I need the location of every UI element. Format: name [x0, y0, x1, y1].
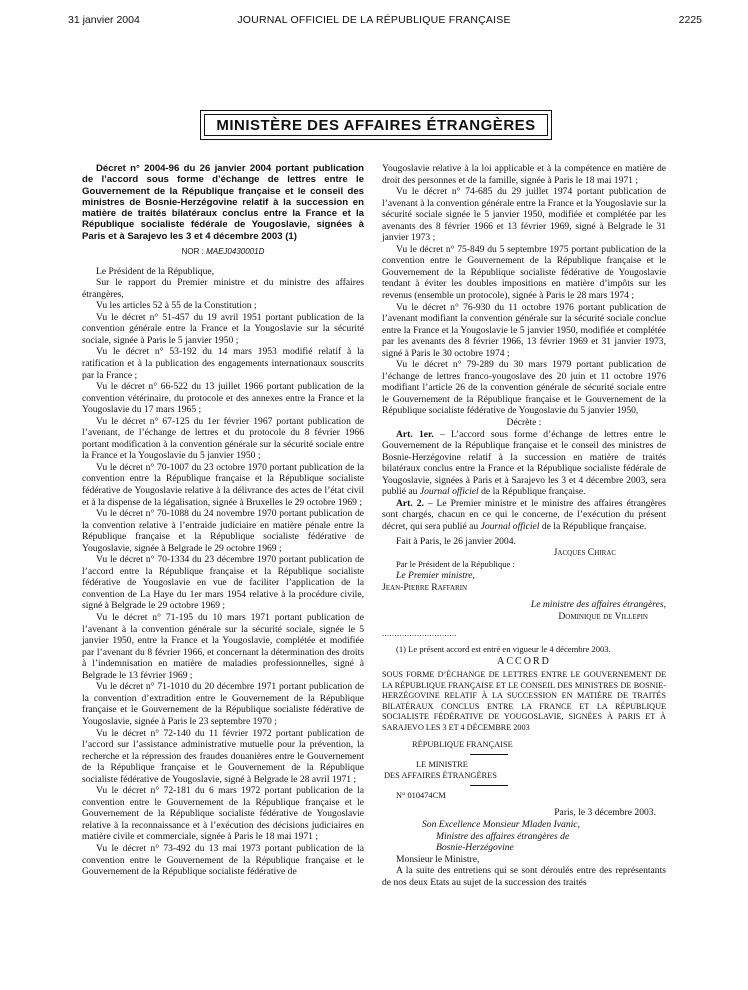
divider: [470, 754, 508, 755]
pm-name: Jean-Pierre Raffarin: [382, 581, 468, 593]
letter-start: A la suite des entretiens qui se sont déroulés entre des représentants de nos deux Etats au sujet de la succession des traités: [382, 865, 666, 888]
des-affaires-etrangeres: DES AFFAIRES ÉTRANGÈRES: [384, 771, 497, 781]
right-paragraph: Yougoslavie relative à la loi applicable et à la compétence en matière de droit des personnes et de la famille, signée à Paris le 18 mai 1971 ;: [382, 163, 666, 186]
right-paragraph: Vu le décret n° 74-685 du 29 juillet 1974 portant publication de l’avenant à la convention générale entre la France et la Yougoslavie sur la sécurité sociale signée le 5 janvier 1950, modifiée et complétée par les avenants des 8 février 1966 et 13 février 1969, signé à Belgrade le 31 janvier 1973 ;: [382, 186, 666, 244]
left-paragraph: Vu le décret n° 73-492 du 13 mai 1973 portant publication de la convention entre le Gouvernement de la République française et le Gouvernement de la République socialiste fédérative de: [82, 842, 364, 878]
ministry-box: [200, 110, 552, 140]
ministry-title: MINISTÈRE DES AFFAIRES ÉTRANGÈRES: [204, 114, 548, 136]
left-paragraph: Vu le décret n° 67-125 du 1er février 1967 portant publication de l’avenant, de l’échange de lettres et du protocole du 8 février 1966 portant modification à la convention générale sur la sécurité sociale entre la France et la Yougoslavie du 5 janvier 1950 ;: [82, 415, 364, 462]
left-paragraph: Le Président de la République,: [96, 265, 215, 277]
left-paragraph: Vu le décret n° 71-1010 du 20 décembre 1971 portant publication de la convention d’extradition entre le Gouvernement de la République française et le Gouvernement de la République socialiste fédérative de Yougoslavie, signée à Paris le 23 septembre 1970 ;: [82, 681, 364, 727]
footnote: (1) Le présent accord est entré en vigueur le 4 décembre 2003.: [396, 643, 611, 654]
left-paragraph: Sur le rapport du Premier ministre et du ministre des affaires étrangères,: [82, 277, 364, 300]
nor-reference: [82, 246, 364, 258]
left-paragraph: Vu le décret n° 72-140 du 11 février 1972 portant publication de l’accord sur l’assistance administrative mutuelle pour la prévention, la recherche et la répression des fraudes douanières entre le Gouvernement de la République française et le Gouvernement de la République socialiste fédérative de Yougoslavie, signé à Belgrade le 28 avril 1971 ;: [82, 727, 364, 785]
reference-number: N° 010474CM: [396, 791, 446, 801]
by-the-president: Par le Président de la République :: [396, 558, 515, 569]
mae-name: Dominique de Villepin: [558, 610, 648, 622]
accord-heading: ACCORD: [497, 656, 551, 668]
le-ministre: LE MINISTRE: [416, 760, 468, 770]
right-paragraph: Vu le décret n° 75-849 du 5 septembre 1975 portant publication de la convention entre le Gouvernement de la République française et le Gouvernement de la République socialiste fédérative de Yougoslavie tendant à éviter les doubles impositions en matière d’impôts sur les revenus (ensemble un protocole), signée à Paris le 28 mars 1974 ;: [382, 243, 666, 302]
left-paragraph: Vu les articles 52 à 55 de la Constitution ;: [96, 300, 257, 312]
left-paragraph: Vu le décret n° 70-1334 du 23 décembre 1970 portant publication de l’accord entre la République française et la République socialiste fédérative de Yougoslavie en vue de faciliter l’application de la convention de La Haye du 1er mars 1954 relative à la procédure civile, signé à Belgrade le 29 octobre 1969 ;: [82, 554, 364, 612]
decree-title: Décret n° 2004-96 du 26 janvier 2004 portant publication de l’accord sous forme d’échange de lettres entre le Gouvernement de la République française et le conseil des ministres de Bosnie-Herzégovine relatif à la succession en matière de traités bilatéraux conclus entre la France et la République socialiste fédérale de Yougoslavie, signées à Paris et à Sarajevo les 3 et 4 décembre 2003 (1): [82, 163, 364, 242]
left-paragraph: Vu le décret n° 70-1088 du 24 novembre 1970 portant publication de la convention relative à l’entraide judiciaire en matière pénale entre la République française et la République socialiste fédérative de Yougoslavie, signée à Belgrade le 29 octobre 1969 ;: [82, 508, 364, 554]
page-header: [0, 14, 748, 30]
header-page-number: 2225: [678, 14, 702, 26]
header-journal-title: JOURNAL OFFICIEL DE LA RÉPUBLIQUE FRANÇAISE: [237, 14, 511, 26]
article-2-label: Art. 2.: [396, 497, 424, 509]
letter-date: Paris, le 3 décembre 2003.: [554, 807, 656, 819]
addressee-line-2: Ministre des affaires étrangères de: [436, 830, 570, 842]
left-paragraphs: [82, 266, 364, 878]
article-1: Art. 1er. – L’accord sous forme d’échange de lettres entre le Gouvernement de la République française et le conseil des ministres de Bosnie-Herzégovine relatif à la succession en matière de traités bilatéraux conclus entre la France et la République socialiste fédérale de Yougoslavie, signées à Paris et à Sarajevo les 3 et 4 décembre 2003, sera publié au Journal officiel de la République française.: [382, 428, 666, 498]
nor-value: MAEJ0430001D: [206, 247, 265, 257]
done-at: Fait à Paris, le 26 janvier 2004.: [396, 535, 516, 547]
left-paragraph: Vu le décret n° 72-181 du 6 mars 1972 portant publication de la convention entre le Gouvernement de la République française et le Gouvernement de la République socialiste fédérative de Yougoslavie relative à la reconnaissance et à l’exécution des décisions judiciaires en matière civile et commerciale, signée à Paris le 18 mai 1971 ;: [82, 785, 364, 843]
pm-title: Le Premier ministre,: [396, 570, 475, 582]
left-paragraph: Vu le décret n° 51-457 du 19 avril 1951 portant publication de la convention générale entre la France et la Yougoslavie sur la sécurité sociale, signée à Paris le 5 janvier 1950 ;: [82, 311, 364, 346]
right-paragraph: Vu le décret n° 79-289 du 30 mars 1979 portant publication de l’échange de lettres franco-yougoslave des 20 juin et 11 octobre 1976 modifiant l’article 26 de la convention générale de sécurité sociale entre le Gouvernement de la République française et le Gouvernement de la République socialiste fédérative de Yougoslavie du 5 janvier 1950,: [382, 359, 666, 417]
right-paragraph: Vu le décret n° 76-930 du 11 octobre 1976 portant publication de l’avenant modifiant la convention générale sur la sécurité sociale conclue entre la France et la Yougoslavie le 5 janvier 1950, modifiée et complétée par les avenants des 8 février 1966, 13 février 1969 et 31 janvier 1973, signé à Paris le 30 octobre 1974 ;: [382, 301, 666, 359]
divider-2: [470, 785, 508, 786]
left-paragraph: Vu le décret n° 71-195 du 10 mars 1971 portant publication de l’avenant à la convention générale sur la sécurité sociale, signée le 5 janvier 1950, entre la France et la Yougoslavie, complétée et modifiée par l’avenant du 8 février 1966, et concernant la détermination des droits à l’indemnisation en matière de maladies professionnelles, signé à Belgrade le 13 février 1969 ;: [82, 612, 364, 681]
article-2: Art. 2. – Le Premier ministre et le ministre des affaires étrangères sont chargés, chacun en ce qui le concerne, de l’exécution du présent décret, qui sera publié au Journal officiel de la République française.: [382, 497, 666, 532]
nor-label: NOR :: [181, 247, 204, 257]
salutation: Monsieur le Ministre,: [396, 853, 480, 865]
right-paragraphs: [382, 163, 666, 417]
addressee-line-1: Son Excellence Monsieur Mladen Ivanic,: [422, 819, 580, 831]
decrete-label: Décrète :: [506, 417, 542, 429]
separator-dots: ..............................: [382, 629, 457, 639]
left-paragraph: Vu le décret n° 66-522 du 13 juillet 1966 portant publication de la convention vétérinaire, du protocole et des annexes entre la France et la Yougoslavie du 17 mars 1965 ;: [82, 381, 364, 416]
left-column: [82, 163, 364, 878]
right-column: [382, 163, 666, 888]
left-paragraph: Vu le décret n° 53-192 du 14 mars 1953 modifié relatif à la ratification et à la publication des engagements internationaux souscrits par la France ;: [82, 346, 364, 381]
republique-francaise: RÉPUBLIQUE FRANÇAISE: [412, 740, 513, 750]
accord-subtitle: SOUS FORME D’ÉCHANGE DE LETTRES ENTRE LE GOUVERNEMENT DE LA RÉPUBLIQUE FRANÇAISE ET LE CONSEIL DES MINISTRES DE BOSNIE-HERZÉGOVINE RELATIF À LA SUCCESSION EN MATIÈRE DE TRAITÉS BILATÉRAUX CONCLUS ENTRE LA FRANCE ET LA RÉPUBLIQUE SOCIALISTE FÉDÉRATIVE DE YOUGOSLAVIE, SIGNÉES À PARIS ET À SARAJEVO LES 3 ET 4 DÉCEMBRE 2003: [382, 669, 666, 732]
header-date: 31 janvier 2004: [68, 14, 140, 26]
article-1-label: Art. 1er.: [396, 428, 434, 440]
addressee-line-3: Bosnie-Herzégovine: [436, 842, 514, 854]
mae-title: Le ministre des affaires étrangères,: [530, 599, 666, 611]
left-paragraph: Vu le décret n° 70-1007 du 23 octobre 1970 portant publication de la convention entre la République française et la République socialiste fédérative de Yougoslavie relative à la délivrance des actes de l’état civil et à la dispense de la légalisation, signée à Bruxelles le 29 octobre 1969 ;: [82, 461, 364, 508]
president-signature: Jacques Chirac: [553, 547, 616, 559]
